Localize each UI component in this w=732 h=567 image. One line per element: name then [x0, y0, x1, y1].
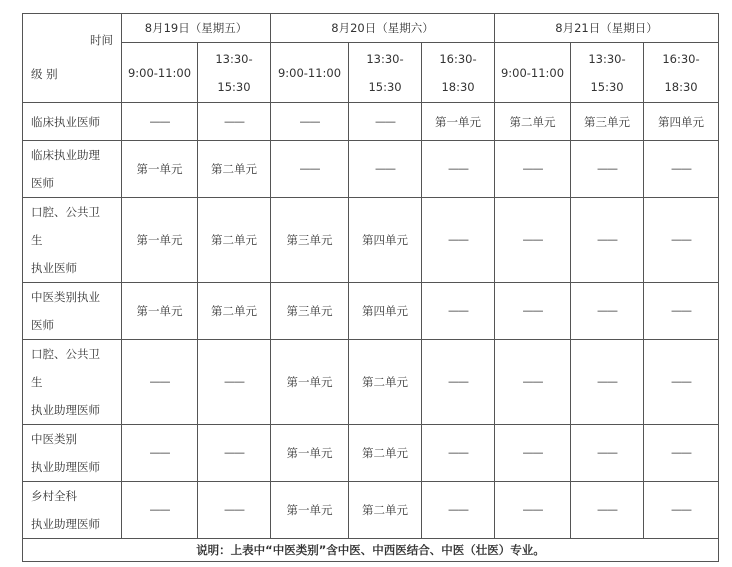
schedule-cell: —— — [122, 103, 198, 141]
schedule-cell: 第三单元 — [571, 103, 644, 141]
schedule-cell: 第一单元 — [122, 198, 198, 283]
exam-level-line: 乡村全科 — [31, 489, 77, 503]
time-slot-header — [571, 43, 644, 103]
schedule-cell: —— — [495, 425, 571, 482]
time-slot-end: 15:30 — [590, 79, 624, 94]
schedule-cell: —— — [495, 482, 571, 539]
exam-level-cell — [23, 103, 122, 141]
schedule-cell: —— — [571, 482, 644, 539]
exam-level-line: 生 — [31, 375, 43, 389]
schedule-cell: 第二单元 — [349, 340, 422, 425]
exam-level-line: 中医类别 — [31, 432, 77, 446]
time-slot-end: 18:30 — [664, 79, 698, 94]
schedule-cell: —— — [644, 482, 719, 539]
schedule-cell: —— — [495, 283, 571, 340]
schedule-cell: —— — [349, 141, 422, 198]
schedule-cell: —— — [644, 425, 719, 482]
schedule-cell: —— — [422, 425, 495, 482]
time-slot-header — [422, 43, 495, 103]
time-slot-header: 9:00-11:00 — [495, 43, 571, 103]
date-header-aug19: 8月19日（星期五） — [122, 14, 271, 43]
schedule-cell: —— — [122, 482, 198, 539]
table-row — [23, 340, 719, 425]
schedule-cell: —— — [198, 425, 271, 482]
time-slot-end: 18:30 — [441, 79, 475, 94]
schedule-cell: 第四单元 — [349, 198, 422, 283]
schedule-cell: —— — [198, 340, 271, 425]
schedule-cell: —— — [271, 103, 349, 141]
schedule-cell: —— — [198, 482, 271, 539]
schedule-cell: 第二单元 — [198, 141, 271, 198]
exam-level-line: 口腔、公共卫 — [31, 205, 100, 219]
schedule-cell: 第一单元 — [271, 340, 349, 425]
schedule-cell: —— — [571, 425, 644, 482]
schedule-cell: —— — [422, 283, 495, 340]
schedule-cell: —— — [571, 141, 644, 198]
schedule-cell: —— — [644, 340, 719, 425]
time-slot-start: 13:30- — [588, 51, 626, 66]
time-slot-start: 16:30- — [662, 51, 700, 66]
exam-level-line: 医师 — [31, 318, 54, 332]
schedule-cell: —— — [644, 283, 719, 340]
time-slot-header: 9:00-11:00 — [122, 43, 198, 103]
schedule-cell: —— — [495, 198, 571, 283]
schedule-cell: 第四单元 — [644, 103, 719, 141]
schedule-cell: —— — [422, 340, 495, 425]
table-note: 说明：上表中“中医类别”含中医、中西医结合、中医（壮医）专业。 — [23, 539, 719, 562]
exam-level-line: 执业医师 — [31, 261, 77, 275]
exam-level-line: 执业助理医师 — [31, 517, 100, 531]
exam-level-line: 生 — [31, 233, 43, 247]
schedule-cell: 第二单元 — [349, 482, 422, 539]
exam-level-line: 临床执业助理 — [31, 148, 100, 162]
exam-level-line: 执业助理医师 — [31, 460, 100, 474]
schedule-cell: 第一单元 — [122, 141, 198, 198]
schedule-cell: 第一单元 — [122, 283, 198, 340]
schedule-cell: 第二单元 — [495, 103, 571, 141]
schedule-cell: 第二单元 — [198, 198, 271, 283]
schedule-cell: —— — [122, 425, 198, 482]
table-row — [23, 141, 719, 198]
table-row — [23, 198, 719, 283]
schedule-cell: —— — [198, 103, 271, 141]
time-slot-start: 16:30- — [439, 51, 477, 66]
schedule-cell: 第一单元 — [422, 103, 495, 141]
exam-level-cell — [23, 482, 122, 539]
schedule-cell: 第二单元 — [198, 283, 271, 340]
schedule-cell: —— — [495, 141, 571, 198]
exam-level-cell — [23, 425, 122, 482]
exam-level-line: 中医类别执业 — [31, 290, 100, 304]
exam-level-line: 口腔、公共卫 — [31, 347, 100, 361]
exam-level-line: 临床执业医师 — [31, 114, 100, 129]
corner-level-label: 级 别 — [31, 67, 58, 81]
schedule-cell: —— — [571, 340, 644, 425]
time-slot-header — [349, 43, 422, 103]
schedule-cell: —— — [349, 103, 422, 141]
schedule-cell: 第一单元 — [271, 425, 349, 482]
time-slot-header — [644, 43, 719, 103]
schedule-table — [22, 13, 719, 562]
schedule-cell: —— — [644, 141, 719, 198]
schedule-cell: —— — [422, 482, 495, 539]
schedule-cell: 第三单元 — [271, 198, 349, 283]
schedule-cell: —— — [422, 141, 495, 198]
time-slot-header: 9:00-11:00 — [271, 43, 349, 103]
exam-level-cell — [23, 283, 122, 340]
exam-level-line: 医师 — [31, 176, 54, 190]
table-row — [23, 283, 719, 340]
exam-level-cell — [23, 340, 122, 425]
table-row — [23, 425, 719, 482]
exam-level-cell — [23, 141, 122, 198]
time-slot-start: 13:30- — [215, 51, 253, 66]
time-slot-end: 15:30 — [368, 79, 402, 94]
schedule-cell: —— — [122, 340, 198, 425]
header-corner — [23, 14, 122, 103]
schedule-cell: 第二单元 — [349, 425, 422, 482]
table-row — [23, 103, 719, 141]
time-slot-end: 15:30 — [217, 79, 251, 94]
time-slot-start: 13:30- — [366, 51, 404, 66]
schedule-cell: 第三单元 — [271, 283, 349, 340]
exam-level-cell — [23, 198, 122, 283]
date-header-aug20: 8月20日（星期六） — [271, 14, 495, 43]
schedule-cell: 第一单元 — [271, 482, 349, 539]
exam-level-line: 执业助理医师 — [31, 403, 100, 417]
schedule-cell: —— — [571, 283, 644, 340]
schedule-cell: —— — [271, 141, 349, 198]
schedule-cell: —— — [644, 198, 719, 283]
time-slot-header — [198, 43, 271, 103]
corner-time-label: 时间 — [90, 33, 113, 47]
schedule-cell: —— — [571, 198, 644, 283]
schedule-cell: —— — [495, 340, 571, 425]
schedule-cell: 第四单元 — [349, 283, 422, 340]
table-row — [23, 482, 719, 539]
date-header-aug21: 8月21日（星期日） — [495, 14, 719, 43]
schedule-cell: —— — [422, 198, 495, 283]
exam-schedule — [22, 13, 719, 562]
